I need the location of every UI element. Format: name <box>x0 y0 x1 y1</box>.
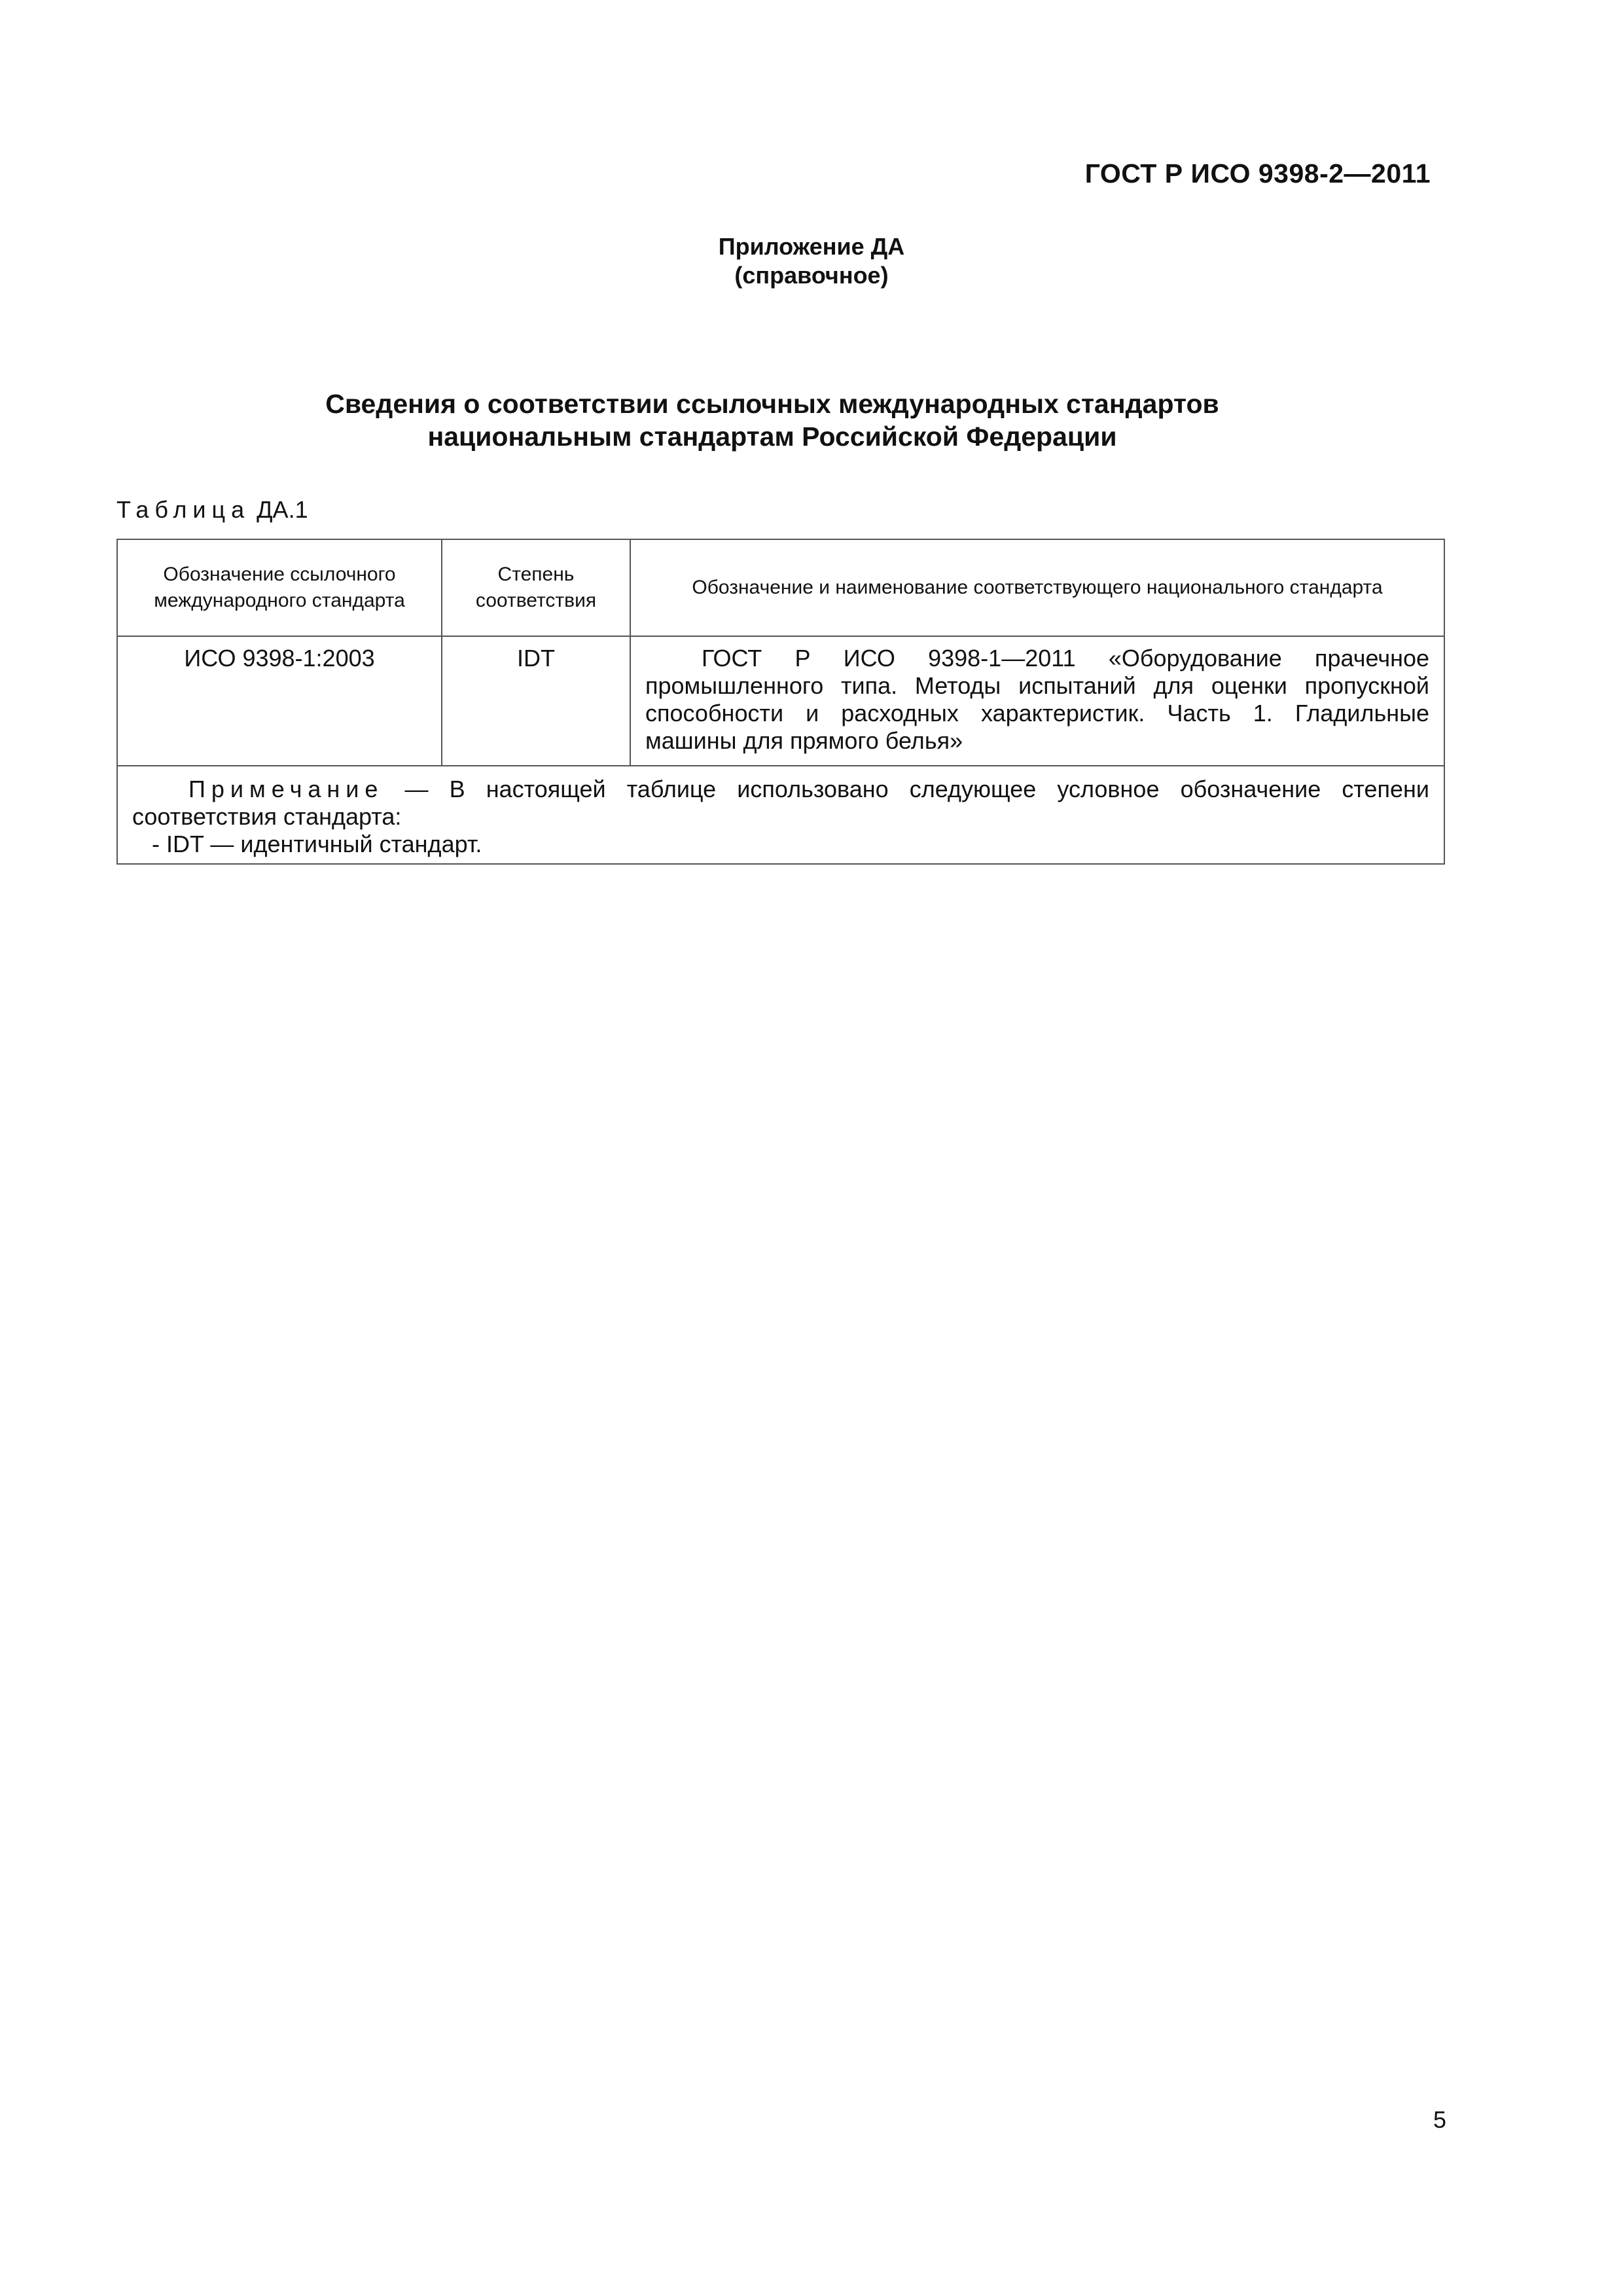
cell-degree: IDT <box>442 636 630 766</box>
section-title-line-2: национальным стандартам Российской Федерации <box>427 422 1117 452</box>
annex-heading <box>0 232 1623 290</box>
note-text: — В настоящей таблице использовано следующее условное обозначение степени соответствия стандарта: <box>132 776 1429 830</box>
table-caption-word: Таблица <box>116 496 251 523</box>
document-code: ГОСТ Р ИСО 9398-2—2011 <box>1084 158 1431 188</box>
table-row <box>117 636 1444 766</box>
page-number: 5 <box>1433 2106 1446 2133</box>
table-header-row <box>117 539 1444 636</box>
table-note-row <box>117 766 1444 864</box>
cell-ref-standard: ИСО 9398-1:2003 <box>117 636 442 766</box>
table-note <box>117 766 1444 864</box>
reference-table <box>116 539 1445 865</box>
table-caption-number: ДА.1 <box>257 496 308 523</box>
header-national-standard: Обозначение и наименование соответствующего национального стандарта <box>630 539 1444 636</box>
note-label: Примечание <box>188 776 384 802</box>
note-item: - IDT — идентичный стандарт. <box>152 831 482 857</box>
cell-national-standard: ГОСТ Р ИСО 9398-1—2011 «Оборудование прачечное промышленного типа. Методы испытаний для оценки пропускной способности и расходных характеристик. Часть 1. Гладильные машины для прямого белья» <box>630 636 1444 766</box>
table-caption <box>116 496 308 524</box>
header-ref-standard: Обозначение ссылочного международного стандарта <box>117 539 442 636</box>
section-title-line-1: Сведения о соответствии ссылочных международных стандартов <box>325 389 1219 419</box>
annex-title: Приложение ДА <box>718 233 905 260</box>
section-title <box>0 387 1544 453</box>
annex-subtitle: (справочное) <box>734 262 889 289</box>
header-degree: Степень соответствия <box>442 539 630 636</box>
